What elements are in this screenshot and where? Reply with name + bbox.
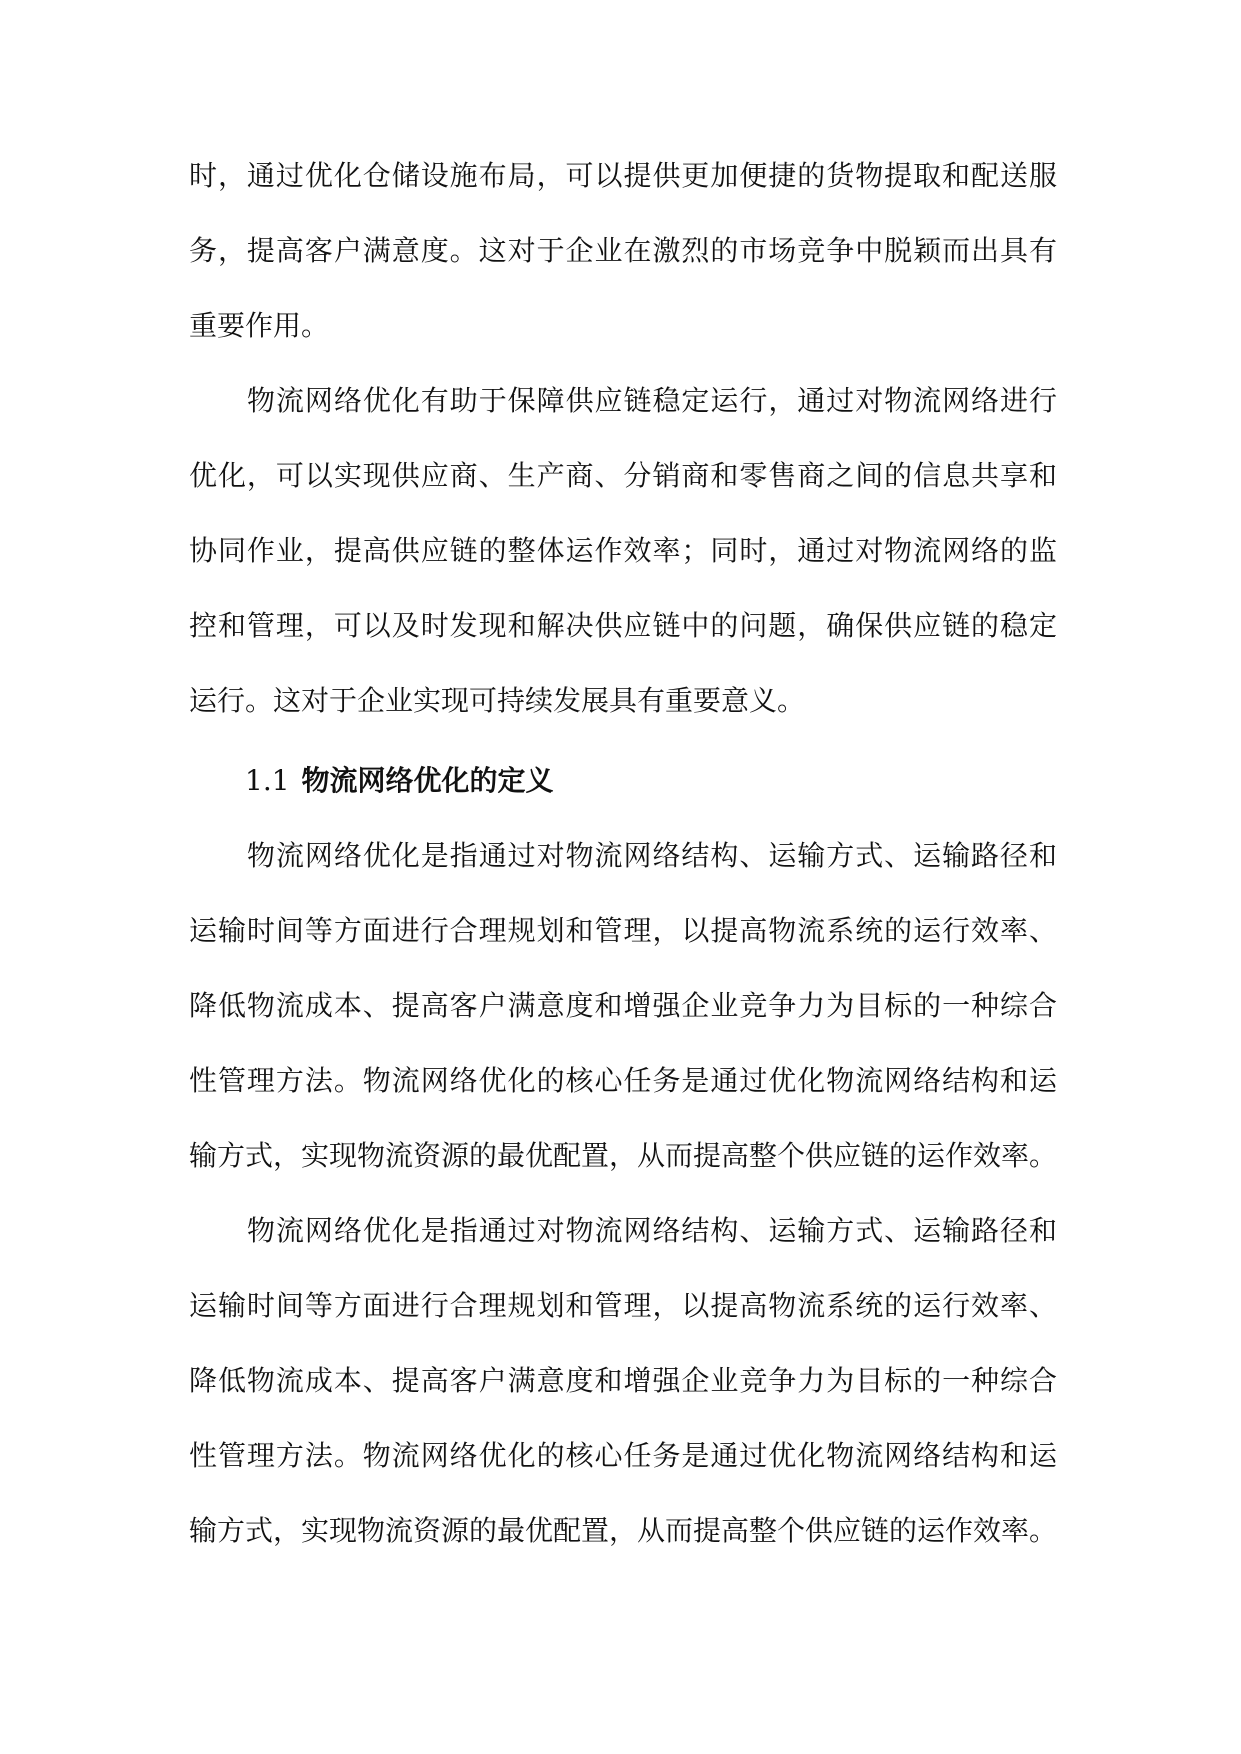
text-line: 运输时间等方面进行合理规划和管理，以提高物流系统的运行效率、 — [189, 914, 1057, 947]
text-line: 物流网络优化是指通过对物流网络结构、运输方式、运输路径和 — [247, 839, 1057, 872]
text-line: 性管理方法。物流网络优化的核心任务是通过优化物流网络结构和运 — [189, 1439, 1057, 1472]
text-line: 运行。这对于企业实现可持续发展具有重要意义。 — [189, 684, 806, 717]
section-number: 1.1 — [245, 764, 290, 797]
paragraph-supply-chain — [189, 363, 1057, 738]
text-line: 性管理方法。物流网络优化的核心任务是通过优化物流网络结构和运 — [189, 1064, 1057, 1097]
text-line: 协同作业，提高供应链的整体运作效率；同时，通过对物流网络的监 — [189, 534, 1057, 567]
section-heading — [189, 743, 1057, 818]
text-line: 时，通过优化仓储设施布局，可以提供更加便捷的货物提取和配送服 — [189, 159, 1057, 192]
text-line: 输方式，实现物流资源的最优配置，从而提高整个供应链的运作效率。 — [189, 1514, 1058, 1547]
text-line: 重要作用。 — [189, 309, 330, 342]
document-body — [189, 138, 1057, 1568]
text-line: 输方式，实现物流资源的最优配置，从而提高整个供应链的运作效率。 — [189, 1139, 1058, 1172]
text-line: 物流网络优化是指通过对物流网络结构、运输方式、运输路径和 — [247, 1214, 1057, 1247]
text-line: 物流网络优化有助于保障供应链稳定运行，通过对物流网络进行 — [247, 384, 1057, 417]
text-line: 降低物流成本、提高客户满意度和增强企业竞争力为目标的一种综合 — [189, 989, 1057, 1022]
text-line: 控和管理，可以及时发现和解决供应链中的问题，确保供应链的稳定 — [189, 609, 1057, 642]
section-title: 物流网络优化的定义 — [301, 764, 554, 797]
paragraph-definition-repeat — [189, 1193, 1057, 1568]
text-line: 优化，可以实现供应商、生产商、分销商和零售商之间的信息共享和 — [189, 459, 1057, 492]
paragraph-definition — [189, 818, 1057, 1193]
paragraph-continuation — [189, 138, 1057, 363]
text-line: 运输时间等方面进行合理规划和管理，以提高物流系统的运行效率、 — [189, 1289, 1057, 1322]
text-line: 务，提高客户满意度。这对于企业在激烈的市场竞争中脱颖而出具有 — [189, 234, 1057, 267]
text-line: 降低物流成本、提高客户满意度和增强企业竞争力为目标的一种综合 — [189, 1364, 1057, 1397]
